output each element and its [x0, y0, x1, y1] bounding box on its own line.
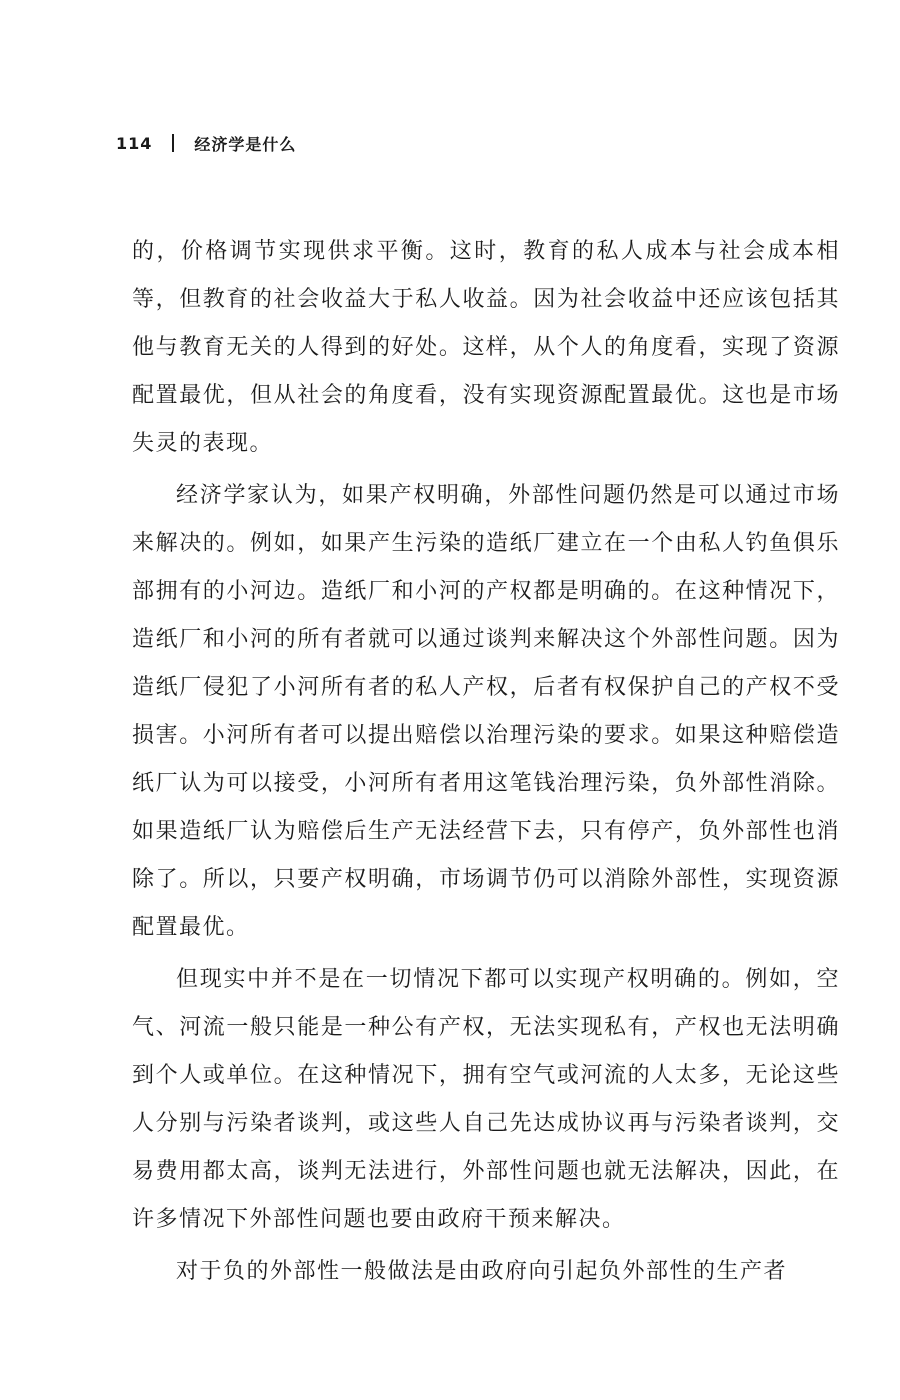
paragraph-continued: 的，价格调节实现供求平衡。这时，教育的私人成本与社会成本相等，但教育的社会收益大于私人收益。因为社会收益中还应该包括其他与教育无关的人得到的好处。这样，从个人的角度看，实现了资源配置最优，但从社会的角度看，没有实现资源配置最优。这也是市场失灵的表现。	[132, 239, 840, 456]
header-divider	[172, 134, 174, 152]
running-header	[116, 128, 296, 158]
paragraph: 但现实中并不是在一切情况下都可以实现产权明确的。例如，空气、河流一般只能是一种公有产权，无法实现私有，产权也无法明确到个人或单位。在这种情况下，拥有空气或河流的人太多，无论这些人分别与污染者谈判，或这些人自己先达成协议再与污染者谈判，交易费用都太高，谈判无法进行，外部性问题也就无法解决，因此，在许多情况下外部性问题也要由政府干预来解决。	[132, 967, 840, 1232]
paragraph: 经济学家认为，如果产权明确，外部性问题仍然是可以通过市场来解决的。例如，如果产生污染的造纸厂建立在一个由私人钓鱼俱乐部拥有的小河边。造纸厂和小河的产权都是明确的。在这种情况下，造纸厂和小河的所有者就可以通过谈判来解决这个外部性问题。因为造纸厂侵犯了小河所有者的私人产权，后者有权保护自己的产权不受损害。小河所有者可以提出赔偿以治理污染的要求。如果这种赔偿造纸厂认为可以接受，小河所有者用这笔钱治理污染，负外部性消除。如果造纸厂认为赔偿后生产无法经营下去，只有停产，负外部性也消除了。所以，只要产权明确，市场调节仍可以消除外部性，实现资源配置最优。	[132, 483, 840, 940]
paragraph: 对于负的外部性一般做法是由政府向引起负外部性的生产者	[176, 1259, 788, 1284]
page-number: 114	[116, 133, 153, 153]
page-body	[132, 228, 840, 1296]
book-title: 经济学是什么	[194, 134, 297, 154]
